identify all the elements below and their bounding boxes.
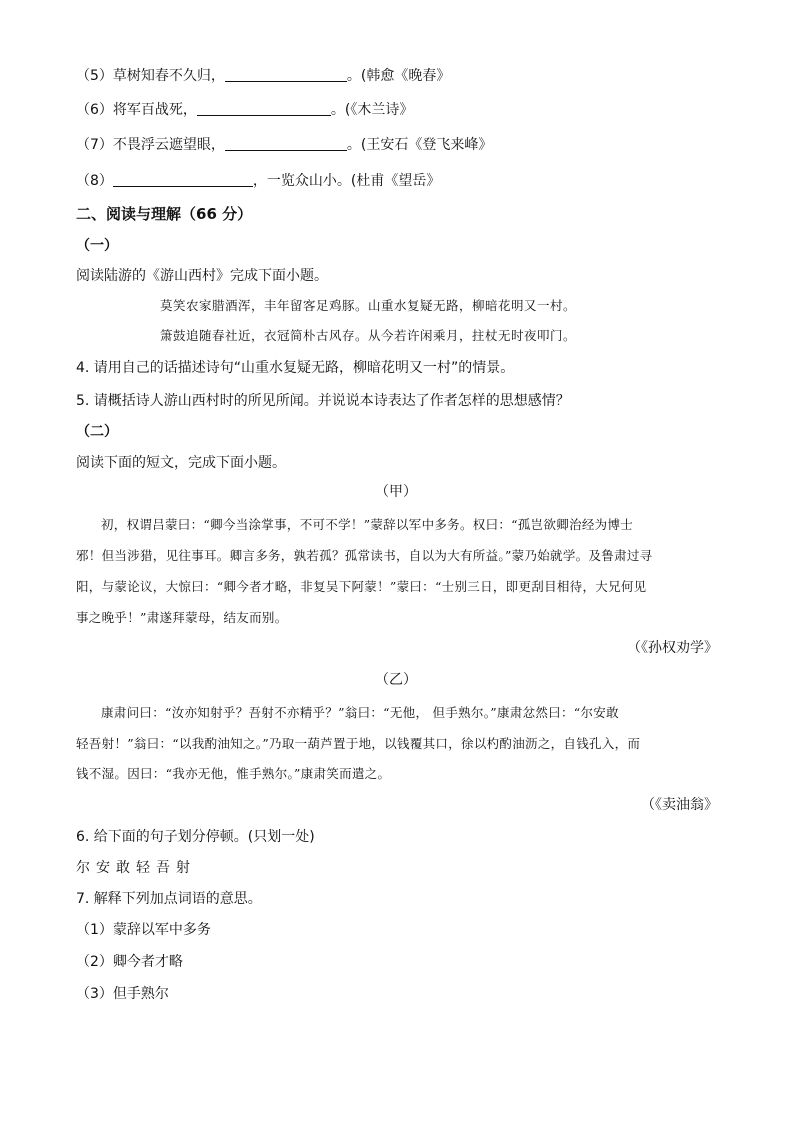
fill-item-5 (76, 66, 450, 86)
question-5: 5. 请概括诗人游山西村时的所见所闻。并说说本诗表达了作者怎样的思想感情？ (76, 393, 570, 409)
question-7: 7. 解释下列加点词语的意思。 (76, 891, 262, 907)
poem-line: 箫鼓追随春社近，衣冠简朴古风存。从今若许闲乘月，拄杖无时夜叩门。 (160, 328, 577, 343)
answer-blank[interactable] (113, 172, 253, 187)
item-source: ，一览众山小。(杜甫《望岳》 (252, 173, 441, 189)
passage-line: 初，权谓吕蒙曰：“卿今当涂掌事，不可不学！”蒙辞以军中多务。权曰：“孤岂欲卿治经为博士 (101, 517, 634, 532)
fill-item-8 (76, 171, 440, 191)
item-number: （5） (76, 68, 113, 84)
item-number: （6） (76, 102, 113, 118)
question-4: 4. 请用自己的话描述诗句“山重水复疑无路，柳暗花明又一村”的情景。 (76, 360, 515, 376)
passage-line: 康肃问曰：“汝亦知射乎？吾射不亦精乎？”翁曰：“无他， 但手熟尔。”康肃忿然曰：“尔安敢 (101, 705, 619, 720)
passage-source: （《孙权劝学》 (627, 640, 718, 656)
item-source: 。(王安石《登飞来峰》 (346, 137, 493, 153)
passage-label: （乙） (375, 672, 417, 688)
question-7-item: （2）卿今者才略 (76, 954, 183, 970)
question-6: 6. 给下面的句子划分停顿。(只划一处) (76, 829, 315, 845)
passage-line: 轻吾射！”翁曰：“以我酌油知之。”乃取一葫芦置于地，以钱覆其口，徐以杓酌油沥之，自钱孔入，而 (76, 736, 641, 751)
part-intro: 阅读下面的短文，完成下面小题。 (76, 455, 286, 471)
question-6-sentence: 尔安敢轻吾射 (76, 860, 196, 876)
fill-item-6 (76, 100, 413, 120)
passage-label: （甲） (375, 484, 417, 500)
passage-line: 钱不湿。因曰：“我亦无他，惟手熟尔。”康肃笑而遣之。 (76, 766, 391, 781)
section-title: 二、阅读与理解（66 分） (76, 205, 253, 223)
passage-line: 阳，与蒙论议，大惊曰：“卿今者才略，非复吴下阿蒙！”蒙曰：“士别三日，即更刮目相待，大兄何见 (76, 579, 647, 594)
fill-item-7 (76, 135, 492, 155)
item-number: （7） (76, 137, 113, 153)
part-label: （一） (76, 238, 118, 254)
part-intro: 阅读陆游的《游山西村》完成下面小题。 (76, 268, 328, 284)
answer-blank[interactable] (225, 67, 347, 82)
item-number: （8） (76, 173, 113, 189)
item-source: 。(《木兰诗》 (330, 102, 414, 118)
question-7-item: （1）蒙辞以军中多务 (76, 922, 211, 938)
poem-line: 莫笑农家腊酒浑，丰年留客足鸡豚。山重水复疑无路，柳暗花明又一村。 (160, 298, 577, 313)
answer-blank[interactable] (225, 136, 347, 151)
passage-source: （《卖油翁》 (641, 797, 718, 813)
part-label: （二） (76, 424, 118, 440)
passage-line: 邪！但当涉猎，见往事耳。卿言多务，孰若孤？孤常读书，自以为大有所益。”蒙乃始就学。及鲁肃过寻 (76, 548, 653, 563)
question-7-item: （3）但手熟尔 (76, 986, 169, 1002)
item-source: 。(韩愈《晚春》 (346, 68, 451, 84)
item-prompt: 不畏浮云遮望眼， (112, 137, 225, 153)
item-prompt: 将军百战死， (112, 102, 197, 118)
passage-line: 事之晚乎！”肃遂拜蒙母，结友而别。 (76, 610, 288, 625)
answer-blank[interactable] (197, 101, 331, 116)
item-prompt: 草树知春不久归， (112, 68, 225, 84)
